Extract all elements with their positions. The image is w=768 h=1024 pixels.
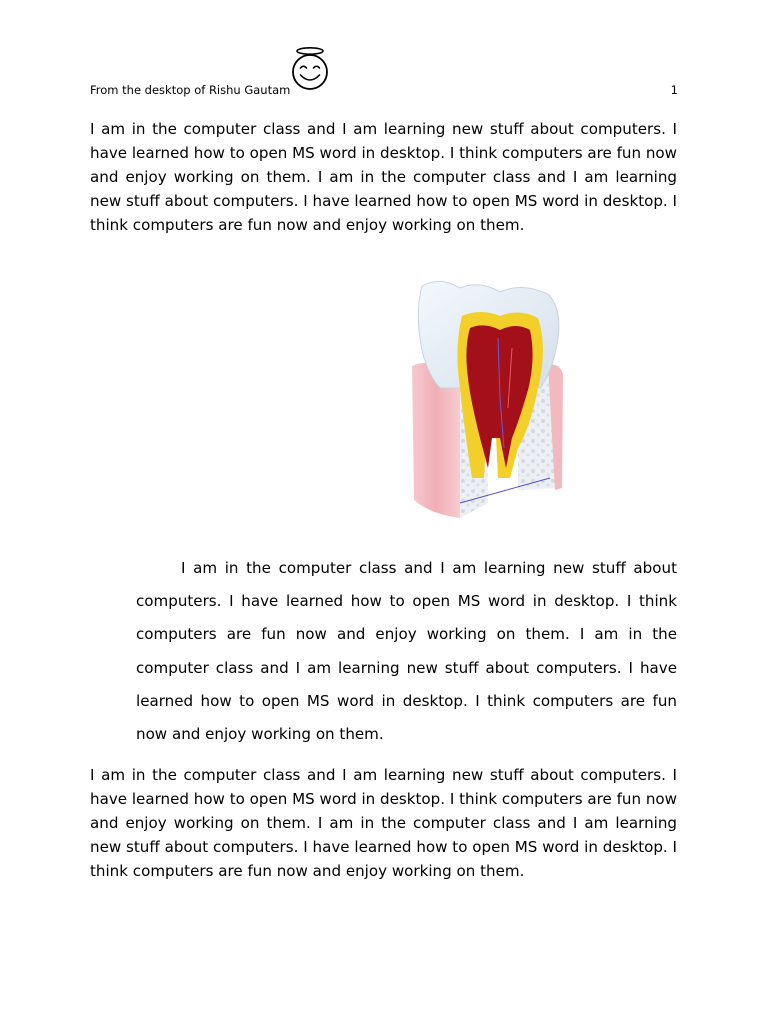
- body-paragraph-3: I am in the computer class and I am learning new stuff about computers. I have learned how to open MS word in desktop. I think computers are fun now and enjoy working on them. I am in the computer class and I am learning new stuff about computers. I have learned how to open MS word in desktop. I think computers are fun now and enjoy working on them.: [90, 766, 677, 880]
- smiling-face-with-halo-icon: [288, 46, 332, 92]
- header-text: From the desktop of Rishu Gautam: [90, 83, 291, 97]
- page-header: [90, 82, 678, 98]
- body-paragraph-2: I am in the computer class and I am learning new stuff about computers. I have learned how to open MS word in desktop. I think computers are fun now and enjoy working on them. I am in the computer class and I am learning new stuff about computers. I have learned how to open MS word in desktop. I think computers are fun now and enjoy working on them.: [136, 559, 677, 744]
- body-paragraph-1: I am in the computer class and I am learning new stuff about computers. I have learned how to open MS word in desktop. I think computers are fun now and enjoy working on them. I am in the computer class and I am learning new stuff about computers. I have learned how to open MS word in desktop. I think computers are fun now and enjoy working on them.: [90, 120, 677, 234]
- page-number: 1: [670, 83, 678, 97]
- tooth-cross-section-image: [400, 278, 570, 528]
